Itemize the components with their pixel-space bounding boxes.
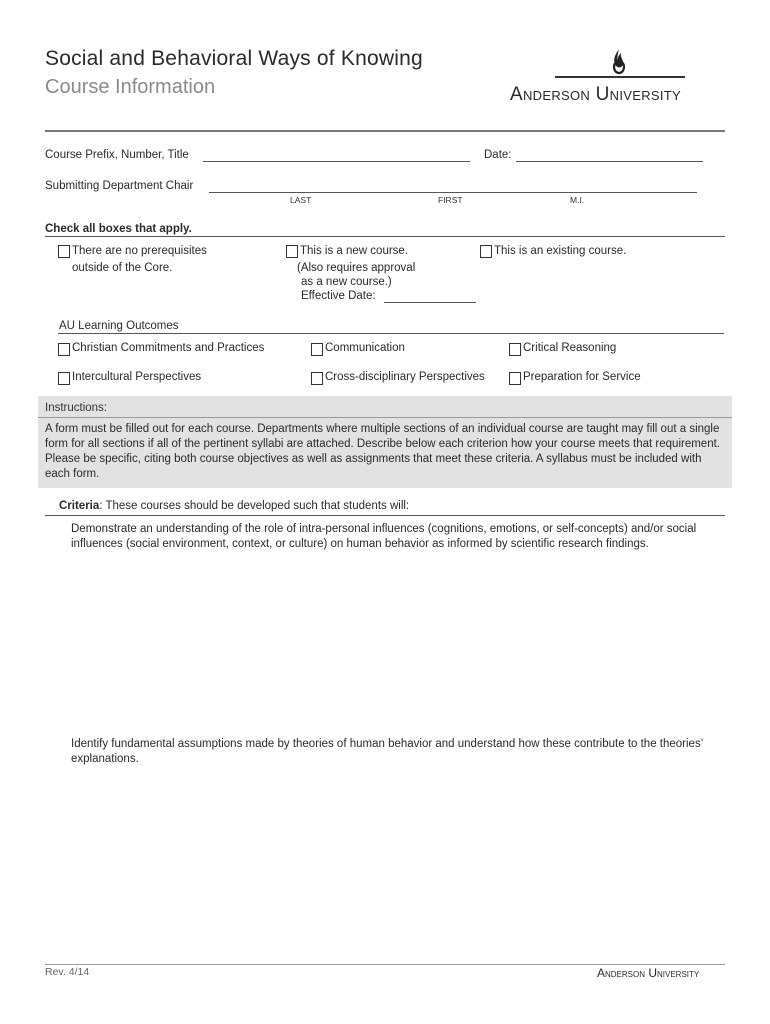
- revision-label: Rev. 4/14: [45, 966, 90, 978]
- last-name-caption: LAST: [290, 195, 312, 205]
- criteria-intro-text: : These courses should be developed such that students will:: [99, 500, 410, 512]
- christian-commitments-label: Christian Commitments and Practices: [72, 342, 265, 354]
- header-rule: [45, 130, 725, 132]
- cross-disciplinary-checkbox[interactable]: [311, 372, 323, 385]
- check-boxes-heading: Check all boxes that apply.: [45, 223, 192, 235]
- new-course-note-1: (Also requires approval: [297, 262, 416, 274]
- date-field[interactable]: [516, 161, 703, 162]
- outcomes-heading: AU Learning Outcomes: [59, 320, 179, 332]
- form-subtitle: Course Information: [45, 76, 216, 98]
- christian-commitments-checkbox[interactable]: [58, 343, 70, 356]
- existing-course-label: This is an existing course.: [494, 245, 627, 257]
- date-label: Date:: [484, 149, 512, 161]
- cross-disciplinary-label: Cross-disciplinary Perspectives: [325, 371, 485, 383]
- footer-rule: [45, 964, 725, 965]
- criterion-1-response-area[interactable]: [71, 572, 719, 732]
- new-course-checkbox[interactable]: [286, 245, 298, 258]
- preparation-service-label: Preparation for Service: [523, 371, 641, 383]
- criteria-intro: [59, 500, 409, 512]
- logo-divider: [555, 76, 685, 78]
- intercultural-checkbox[interactable]: [58, 372, 70, 385]
- section-divider: [45, 236, 725, 237]
- middle-initial-caption: M.I.: [570, 195, 585, 205]
- new-course-note-2: as a new course.): [301, 276, 392, 288]
- criteria-label: Criteria: [59, 500, 100, 512]
- preparation-service-checkbox[interactable]: [509, 372, 521, 385]
- communication-label: Communication: [325, 342, 405, 354]
- chair-name-field[interactable]: [209, 192, 697, 193]
- instructions-heading: Instructions:: [45, 402, 107, 414]
- no-prereq-checkbox[interactable]: [58, 245, 70, 258]
- communication-checkbox[interactable]: [311, 343, 323, 356]
- intercultural-label: Intercultural Perspectives: [72, 371, 202, 383]
- no-prereq-label: There are no prerequisites: [72, 245, 207, 257]
- effective-date-label: Effective Date:: [301, 290, 376, 302]
- criterion-1-text: Demonstrate an understanding of the role of intra-personal influences (cognitions, emotions, or self-concepts) and/or social influences (social environment, context, or culture) on human behavior as informed by scientific research findings.: [71, 523, 697, 550]
- instructions-divider: [38, 417, 732, 418]
- instructions-text: A form must be filled out for each course. Departments where multiple sections of an individual course are taught may fill out a single form for all sections if all of the pertinent syllabi are attached. Describe below each criterion how your course meets that requirement. Please be specific, citing both course objectives as well as assignments that meet these criteria. A syllabus must be included with each form.: [45, 423, 720, 480]
- criteria-divider: [45, 515, 725, 516]
- first-name-caption: FIRST: [438, 195, 463, 205]
- course-prefix-label: Course Prefix, Number, Title: [45, 149, 189, 161]
- footer-university: Anderson University: [597, 966, 700, 980]
- flame-logo-icon: [603, 47, 635, 77]
- university-logo-text: Anderson University: [510, 84, 682, 105]
- new-course-label: This is a new course.: [300, 245, 409, 257]
- critical-reasoning-checkbox[interactable]: [509, 343, 521, 356]
- criterion-2-response-area[interactable]: [71, 772, 719, 952]
- instructions-box: [38, 396, 732, 488]
- criterion-2-text: Identify fundamental assumptions made by theories of human behavior and understand how these contribute to the theories’ explanations.: [71, 738, 703, 765]
- no-prereq-label-2: outside of the Core.: [72, 262, 173, 274]
- existing-course-checkbox[interactable]: [480, 245, 492, 258]
- form-title: Social and Behavioral Ways of Knowing: [45, 47, 423, 70]
- chair-label: Submitting Department Chair: [45, 180, 194, 192]
- critical-reasoning-label: Critical Reasoning: [523, 342, 617, 354]
- course-prefix-field[interactable]: [203, 161, 470, 162]
- effective-date-field[interactable]: [384, 302, 476, 303]
- outcomes-divider: [58, 333, 724, 334]
